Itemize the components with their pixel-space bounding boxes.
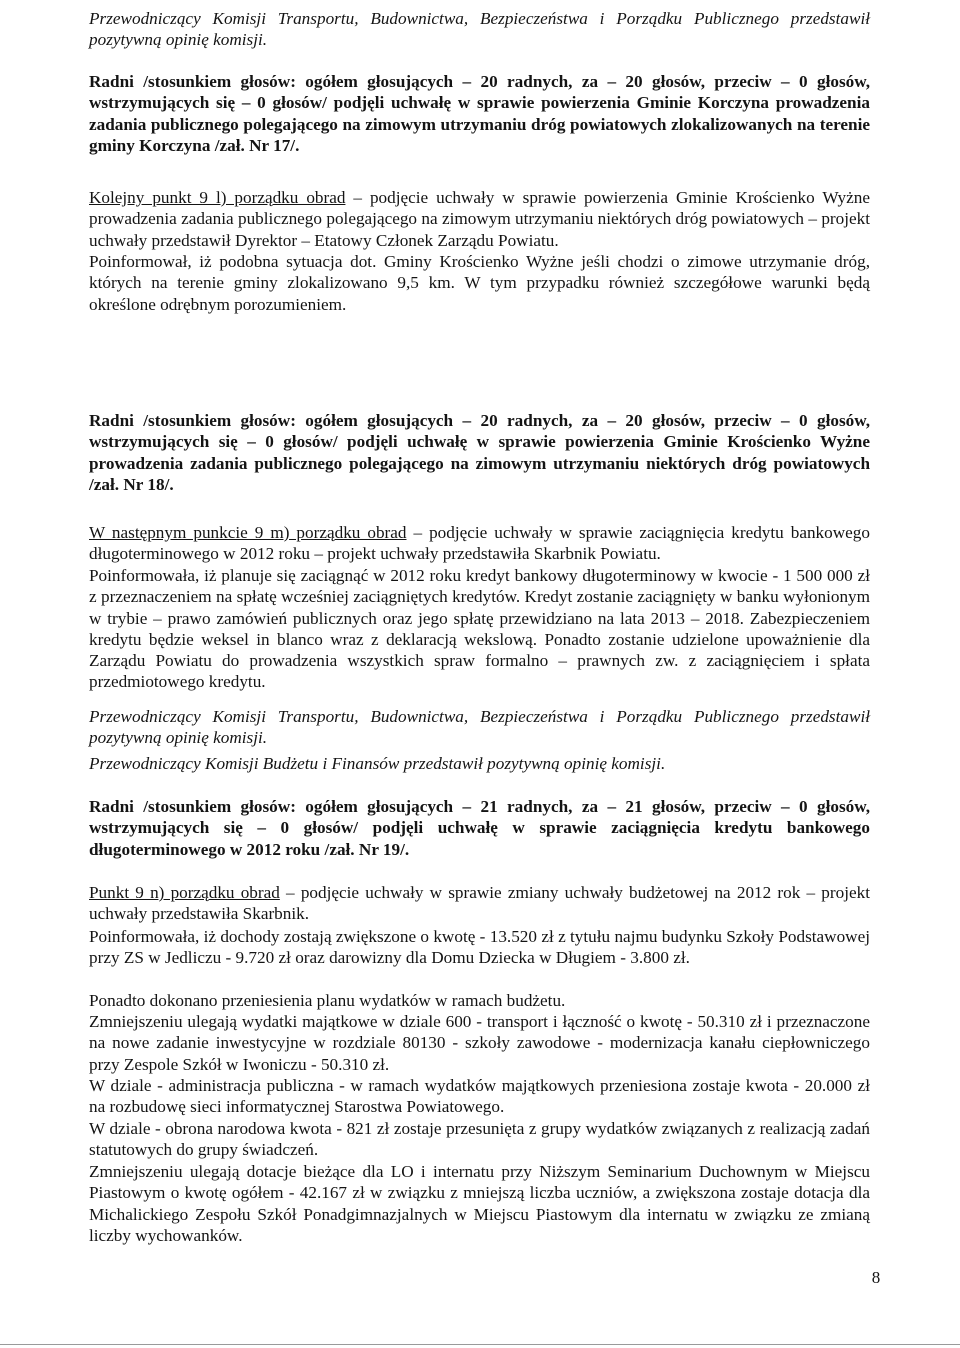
budget-administration-paragraph: W dziale - administracja publiczna - w ramach wydatków majątkowych przeniesiona zostaje kwota - 20.000 zł na rozbudowę sieci informatycznej Starostwa Powiatowego. [89, 1076, 870, 1117]
agenda-point-9l-paragraph [89, 187, 870, 251]
agenda-point-9n-paragraph [89, 882, 870, 925]
committee-opinion-3: Przewodniczący Komisji Budżetu i Finansów przedstawił pozytywną opinię komisji. [89, 754, 666, 773]
budget-income-paragraph: Poinformowała, iż dochody zostają zwiększone o kwotę - 13.520 zł z tytułu najmu budynku Szkoły Podstawowej przy ZS w Jedliczu - 9.720 zł oraz darowizny dla Domu Dziecka w Długiem - 3.800 zł. [89, 927, 870, 968]
vote-resolution-18: Radni /stosunkiem głosów: ogółem głosujących – 20 radnych, za – 20 głosów, przeciw – 0 głosów, wstrzymujących się – 0 głosów/ podjęli uchwałę w sprawie powierzenia Gminie Krościenko Wyżne prowadzenia zadania publicznego polegającego na zimowym utrzymaniu niektórych dróg powiatowych /zał. Nr 18/. [89, 411, 870, 494]
agenda-point-9m-info: Poinformowała, iż planuje się zaciągnąć w 2012 roku kredyt bankowy długoterminowy w kwocie - 1 500 000 zł z przeznaczeniem na spłatę wcześniej zaciągniętych kredytów. Kredyt zostanie zaciągnięty w banku wyłonionym w trybie – prawo zamówień publicznych oraz jego spłatę przewidziano na lata 2013 – 2018. Zabezpieczeniem kredytu będzie weksel in blanco wraz z deklaracją wekslową. Ponadto zostanie udzielone upoważnienie dla Zarządu Powiatu do prowadzenia wszystkich spraw formalno – prawnych zw. z zaciągnięciem i spłata przedmiotowego kredytu. [89, 566, 870, 692]
bottom-edge-rule [0, 1344, 960, 1345]
budget-subsidies-paragraph: Zmniejszeniu ulegają dotacje bieżące dla LO i internatu przy Niższym Seminarium Duchownym w Miejscu Piastowym o kwotę ogółem - 42.167 zł w związku z mniejszą liczba uczniów, a zwiększona zostaje dotacja dla Michalickiego Zespołu Szkół Ponadgimnazjalnych w Miejscu Piastowym dla internatu w związku ze zmianą liczby wychowanków. [89, 1162, 870, 1245]
agenda-point-9l-intro: – podjęcie uchwały w sprawie powierzenia Gminie Krościenko Wyżne prowadzenia zadania publicznego polegającego na zimowym utrzymaniu niektórych dróg powiatowych – projekt uchwały przedstawił Dyrektor – Etatowy Członek Zarządu Powiatu. [89, 188, 870, 250]
committee-opinion-1: Przewodniczący Komisji Transportu, Budownictwa, Bezpieczeństwa i Porządku Publicznego przedstawił pozytywną opinię komisji. [89, 9, 870, 50]
committee-opinion-2: Przewodniczący Komisji Transportu, Budownictwa, Bezpieczeństwa i Porządku Publicznego przedstawił pozytywną opinię komisji. [89, 707, 870, 748]
agenda-point-9m-paragraph [89, 522, 870, 565]
budget-capital-expenditure-paragraph: Zmniejszeniu ulegają wydatki majątkowe w dziale 600 - transport i łączność o kwotę - 50.310 zł i przeznaczone na nowe zadanie inwestycyjne w rozdziale 80130 - szkoły zawodowe - modernizacja kanału ciepłowniczego przy Zespole Szkół w Iwoniczu - 50.310 zł. [89, 1012, 870, 1074]
agenda-point-9l-heading: Kolejny punkt 9 l) porządku obrad [89, 188, 346, 207]
agenda-point-9m-heading: W następnym punkcie 9 m) porządku obrad [89, 523, 407, 542]
agenda-point-9n-heading: Punkt 9 n) porządku obrad [89, 883, 280, 902]
page-number: 8 [871, 1268, 881, 1287]
budget-transfer-paragraph: Ponadto dokonano przeniesienia planu wydatków w ramach budżetu. [89, 991, 566, 1010]
agenda-point-9n-intro: – podjęcie uchwały w sprawie zmiany uchwały budżetowej na 2012 rok – projekt uchwały przedstawiła Skarbnik. [89, 883, 870, 924]
vote-resolution-19: Radni /stosunkiem głosów: ogółem głosujących – 21 radnych, za – 21 głosów, przeciw – 0 głosów, wstrzymujących się – 0 głosów/ podjęli uchwałę w sprawie zaciągnięcia kredytu bankowego długoterminowego w 2012 roku /zał. Nr 19/. [89, 797, 870, 859]
agenda-point-9m-intro: – podjęcie uchwały w sprawie zaciągnięcia kredytu bankowego długoterminowego w 2012 roku – projekt uchwały przedstawiła Skarbnik Powiatu. [89, 523, 870, 564]
budget-defense-paragraph: W dziale - obrona narodowa kwota - 821 zł zostaje przesunięta z grupy wydatków związanych z realizacją zadań statutowych do grupy świadczeń. [89, 1119, 870, 1160]
agenda-point-9l-info: Poinformował, iż podobna sytuacja dot. Gminy Krościenko Wyżne jeśli chodzi o zimowe utrzymanie dróg, których na terenie gminy zlokalizowano 9,5 km. W tym przypadku również szczegółowe warunki będą określone odrębnym porozumieniem. [89, 252, 870, 314]
vote-resolution-17: Radni /stosunkiem głosów: ogółem głosujących – 20 radnych, za – 20 głosów, przeciw – 0 głosów, wstrzymujących się – 0 głosów/ podjęli uchwałę w sprawie powierzenia Gminie Korczyna prowadzenia zadania publicznego polegającego na zimowym utrzymaniu dróg powiatowych zlokalizowanych na terenie gminy Korczyna /zał. Nr 17/. [89, 72, 870, 155]
